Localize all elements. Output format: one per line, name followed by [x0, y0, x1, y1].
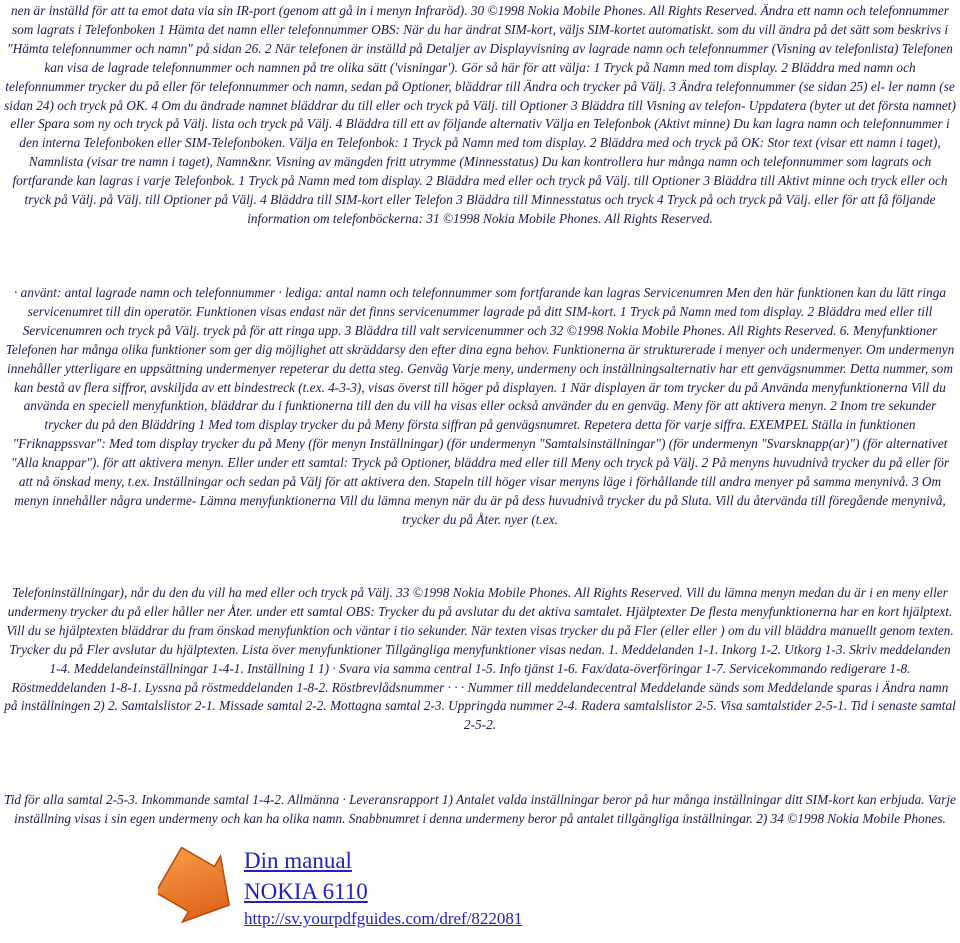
- manual-link-footer: [158, 845, 638, 940]
- paragraph-page-32: · använt: antal lagrade namn och telefonnummer · lediga: antal namn och telefonnummer som fortfarande kan lagras Servicenumren Men den här funktionen kan du lätt ringa servicenumret till din operatör. Funktionen visas endast när det finns servicenummer lagrade på ditt SIM-kort. 1 Tryck på Namn med tom display. 2 Bläddra med eller till Servicenumren och tryck på Välj. tryck på för att ringa upp. 3 Bläddra till valt servicenummer och 32 ©1998 Nokia Mobile Phones. All Rights Reserved. 6. Menyfunktioner Telefonen har många olika funktioner som ger dig möjlighet att skräddarsy den efter dina egna behov. Funktionerna är strukturerade i menyer och undermenyer. Om undermenyn innehåller ytterligare en uppsättning undermenyer repeterar du detta steg. Genväg Varje meny, undermeny och inställningsalternativ har ett genvägsnummer. Detta nummer, som kan bestå av flera siffror, avskiljda av ett bindestreck (t.ex. 4-3-3), visas överst till höger på displayen. 1 När displayen är tom trycker du på Använda menyfunktionerna Vill du använda en speciell menyfunktion, bläddrar du i funktionerna till den du vill ha visas eller också använder du en genväg. Meny för att aktivera menyn. 2 Inom tre sekunder trycker du på den Bläddring 1 Med tom display trycker du på Meny första siffran på genvägsnumret. Repetera detta för varje siffra. EXEMPEL Ställa in funktionen "Friknappssvar": Med tom display trycker du på Meny (för menyn Inställningar) (för undermenyn "Samtalsinställningar") (för undermenyn "Svarsknapp(ar)") (för alternativet "Alla knappar"). för att aktivera menyn. Eller under ett samtal: Tryck på Optioner, bläddra med eller till Meny och tryck på Välj. 2 På menyns huvudnivå trycker du på eller för att nå önskad meny, t.ex. Inställningar och sedan på Välj för att aktivera den. Stapeln till höger visar menyns läge i förhållande till andra menyer på samma menynivå. 3 Om menyn innehåller några underme- Lämna menyfunktionerna Vill du lämna menyn när du är på dess huvudnivå trycker du på Sluta. Vill du återvända till föregående menynivå, trycker du på Åter. nyer (t.ex.: [5, 285, 955, 527]
- paragraph-page-33: Telefoninställningar), når du den du vill ha med eller och tryck på Välj. 33 ©1998 Nokia Mobile Phones. All Rights Reserved. Vill du lämna menyn medan du är i en meny eller undermeny trycker du på eller håller ner Åter. under ett samtal OBS: Trycker du på avslutar du det aktiva samtalet. Hjälptexter De flesta menyfunktionerna har en kort hjälptext. Vill du se hjälptexten bläddrar du fram önskad menyfunktion och väntar i tio sekunder. När texten visas trycker du på Fler (eller eller ) om du vill bläddra manuellt genom texten. Trycker du på Fler avslutar du hjälptexten. Lista över menyfunktioner Tillgängliga menyfunktioner visas nedan. 1. Meddelanden 1-1. Inkorg 1-2. Utkorg 1-3. Skriv meddelanden 1-4. Meddelandeinställningar 1-4-1. Inställning 1 1) · Svara via samma central 1-5. Info tjänst 1-6. Fax/data-överföringar 1-7. Servicekommando redigerare 1-8. Röstmeddelanden 1-8-1. Lyssna på röstmeddelanden 1-8-2. Röstbrevlådsnummer · · · Nummer till meddelandecentral Meddelande sänds som Meddelande sparas i Ändra namn på inställningen 2) 2. Samtalslistor 2-1. Missade samtal 2-2. Mottagna samtal 2-3. Uppringda nummer 2-4. Radera samtalslistor 2-5. Visa samtalstider 2-5-1. Tid i senaste samtal 2-5-2.: [4, 585, 956, 733]
- url-link[interactable]: http://sv.yourpdfguides.com/dref/822081: [244, 909, 523, 928]
- manual-link[interactable]: Din manual: [244, 848, 352, 873]
- paragraph-page-30-31: nen är inställd för att ta emot data via sin IR-port (genom att gå in i menyn Infraröd). 30 ©1998 Nokia Mobile Phones. All Rights Reserved. Ändra ett namn och telefonnummer som lagrats i Telefonboken 1 Hämta det namn eller telefonnummer OBS: När du har ändrat SIM-kort, väljs SIM-kortet automatiskt. som du vill ändra på det sätt som beskrivs i "Hämta telefonnummer och namn" på sidan 26. 2 När telefonen är inställd på Detaljer av Displayvisning av lagrade namn och telefonnummer (Visning av telefonlista) Telefonen kan visa de lagrade telefonnummer och namnen på tre olika sätt ('visningar'). Gör så här för att välja: 1 Tryck på Namn med tom display. 2 Bläddra med namn och telefonnummer trycker du på eller för telefonnummer och namn, sedan på Optioner, bläddrar till Ändra och trycker på Välj. 3 Ändra telefonnummer (se sidan 25) el- ler namn (se sidan 24) och tryck på OK. 4 Om du ändrade namnet bläddrar du till eller och tryck på Välj. till Optioner 3 Bläddra till Visning av telefon- Uppdatera (byter ut det första namnet) eller Spara som ny och tryck på Välj. lista och tryck på Välj. 4 Bläddra till ett av följande alternativ Välja en Telefonbok (Aktivt minne) Du kan lagra namn och telefonnummer i den interna Telefonboken eller SIM-Telefonboken. Välja en Telefonbok: 1 Tryck på Namn med tom display. 2 Bläddra med och tryck på OK: Stor text (visar ett namn i taget), Namnlista (visar tre namn i taget), Namn&nr. Visning av mängden fritt utrymme (Minnesstatus) Du kan kontrollera hur många namn och telefonnummer som lagrats och fortfarande kan lagras i varje Telefonbok. 1 Tryck på Namn med tom display. 2 Bläddra med eller och tryck på Välj. till Optioner 3 Bläddra till Aktivt minne och tryck eller och tryck på Välj. på Välj. till Optioner på Välj. 4 Bläddra till SIM-kort eller Telefon 3 Bläddra till Minnesstatus och tryck 4 Tryck på och tryck på Välj. eller för att få följande information om telefonböckerna: 31 ©1998 Nokia Mobile Phones. All Rights Reserved.: [4, 3, 956, 226]
- orange-arrow-icon: [158, 847, 238, 927]
- model-link[interactable]: NOKIA 6110: [244, 879, 368, 904]
- paragraph-page-34: Tid för alla samtal 2-5-3. Inkommande samtal 1-4-2. Allmänna · Leveransrapport 1) Antalet valda inställningar beror på hur många inställningar ditt SIM-kort kan erbjuda. Varje inställning visas i sin egen undermeny och kan ha olika namn. Snabbnumret i denna undermeny beror på antalet tillgängliga inställningar. 2) 34 ©1998 Nokia Mobile Phones.: [4, 792, 956, 826]
